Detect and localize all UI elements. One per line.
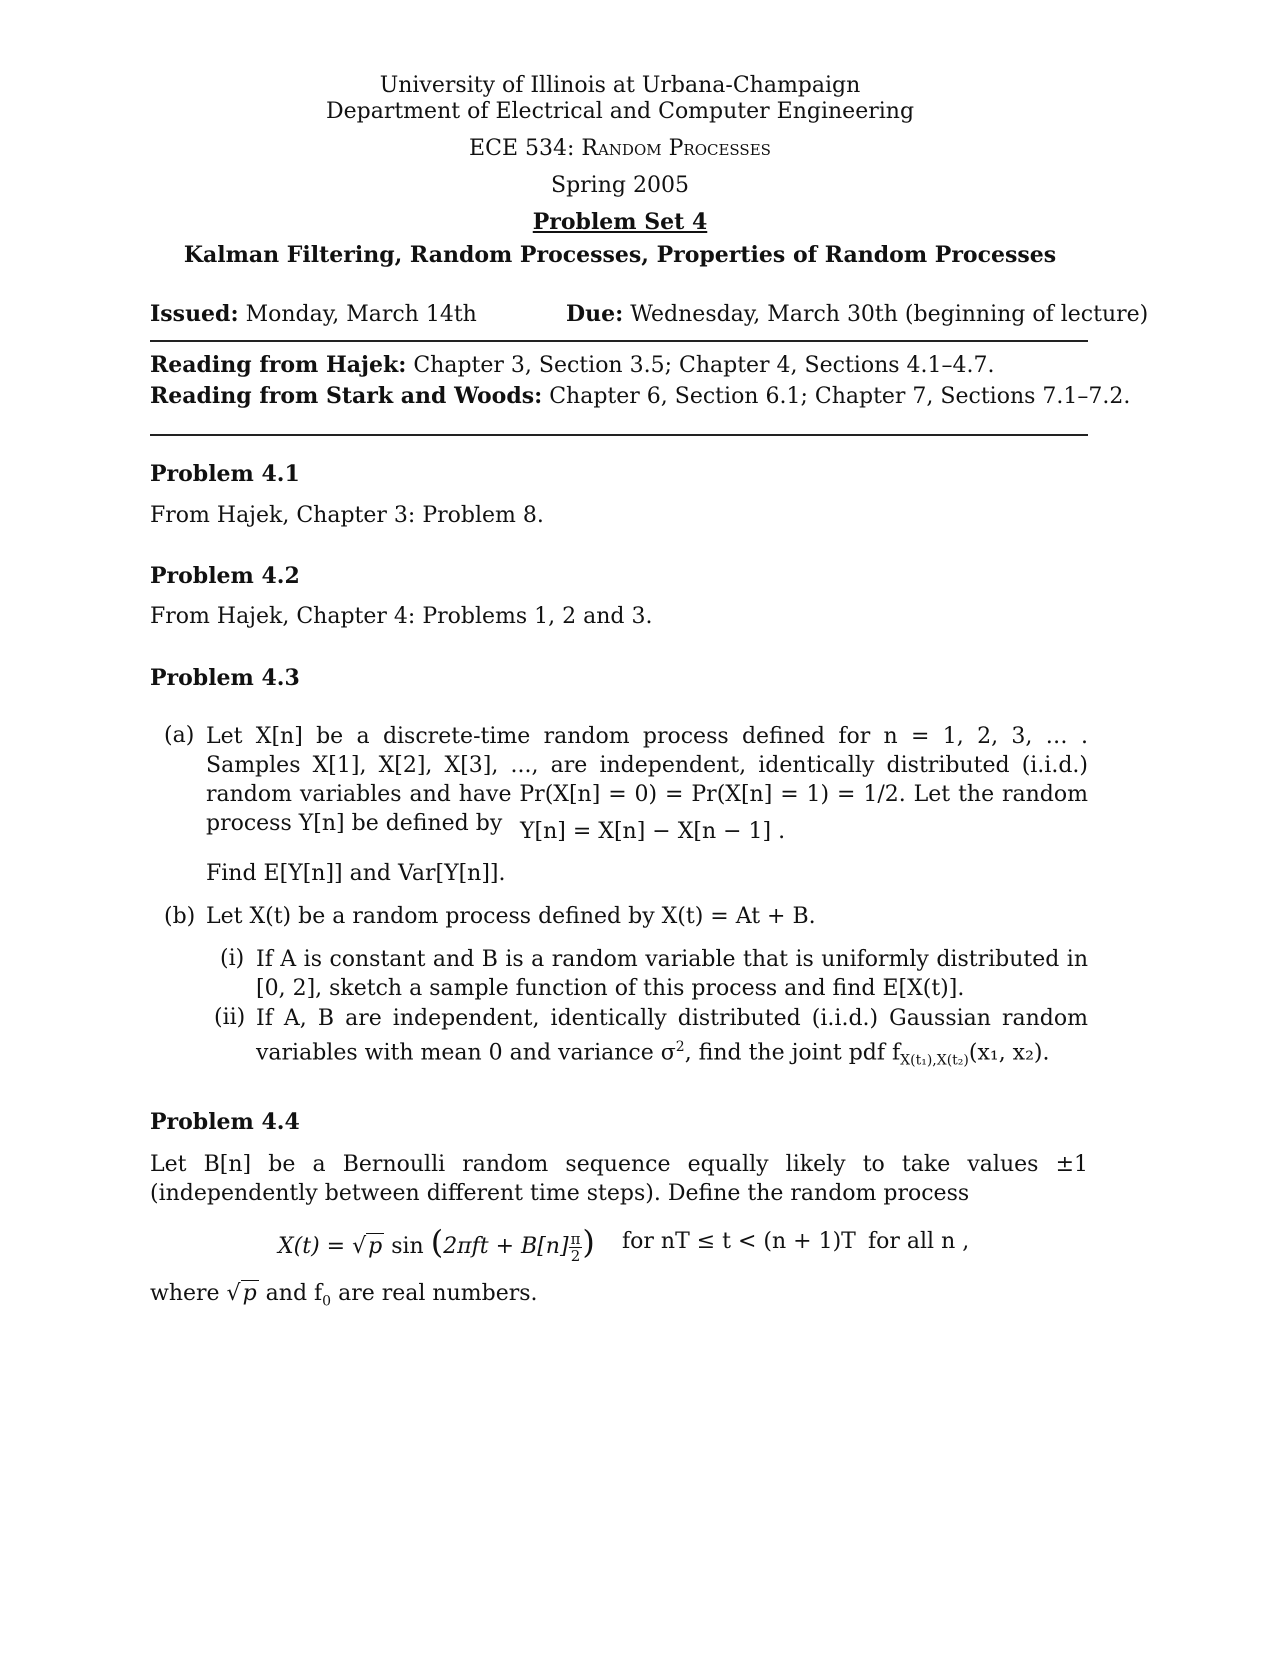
problem-4-2-text: From Hajek, Chapter 4: Problems 1, 2 and 3. bbox=[150, 604, 653, 629]
course-name: Random Processes bbox=[581, 136, 771, 161]
pi-over-2 bbox=[569, 1231, 583, 1264]
problem-4-4-where bbox=[150, 1280, 538, 1315]
frac-denominator: 2 bbox=[570, 1246, 581, 1265]
problem-4-4-text: Let B[n] be a Bernoulli random sequence equally likely to take values ±1 (independently between different time steps). Define the random process bbox=[150, 1152, 1088, 1206]
semester: Spring 2005 bbox=[551, 173, 689, 198]
part-b-ii-label: (ii) bbox=[214, 1005, 246, 1030]
issued-label: Issued: bbox=[150, 301, 239, 327]
due-value: Wednesday, March 30th (beginning of lecture) bbox=[630, 302, 1149, 327]
reading-hajek-label: Reading from Hajek: bbox=[150, 352, 407, 378]
problem-4-4-equation bbox=[278, 1222, 595, 1267]
part-a-label: (a) bbox=[164, 723, 195, 748]
right-paren: ) bbox=[582, 1223, 595, 1261]
divider-bottom bbox=[150, 434, 1088, 436]
where-p: p bbox=[242, 1281, 257, 1306]
part-b-ii-text-mid: , find the joint pdf f bbox=[684, 1040, 901, 1066]
part-b-text: Let X(t) be a random process defined by X(t) = At + B. bbox=[206, 904, 816, 929]
due-label: Due: bbox=[566, 301, 624, 327]
problem-4-1-text: From Hajek, Chapter 3: Problem 8. bbox=[150, 503, 544, 528]
course-number: ECE 534: bbox=[469, 136, 575, 161]
problem-4-3-heading: Problem 4.3 bbox=[150, 665, 300, 691]
pdf-subscript: X(t₁),X(t₂) bbox=[900, 1052, 969, 1069]
equation-condition-1: for nT ≤ t < (n + 1)T bbox=[622, 1229, 856, 1254]
where-f-subscript: 0 bbox=[322, 1293, 332, 1310]
reading-hajek-value: Chapter 3, Section 3.5; Chapter 4, Sections 4.1–4.7. bbox=[413, 353, 995, 378]
part-b-ii-text bbox=[256, 1004, 1088, 1076]
part-a-text: Let X[n] be a discrete-time random process defined for n = 1, 2, 3, … . Samples X[1], X[2], X[3], ..., are independent, identically distributed (i.i.d.) random variables and have Pr(X[n] = 0) = Pr(X[n] = 1) = 1/2. Let the random process Y[n] be defined by bbox=[206, 724, 1088, 836]
due-date bbox=[566, 300, 1148, 329]
reading-hajek bbox=[150, 351, 995, 380]
part-a-find: Find E[Y[n]] and Var[Y[n]]. bbox=[206, 861, 506, 886]
equation-sin: sin bbox=[391, 1234, 424, 1259]
where-text-b: and f bbox=[258, 1281, 323, 1306]
left-paren: ( bbox=[430, 1223, 444, 1261]
problem-4-1-heading: Problem 4.1 bbox=[150, 461, 300, 487]
reading-stark-woods bbox=[150, 382, 1130, 411]
problem-4-4-heading: Problem 4.4 bbox=[150, 1109, 300, 1135]
where-text-c: are real numbers. bbox=[331, 1281, 538, 1306]
equation-arg: 2πft + B[n] bbox=[443, 1234, 569, 1259]
issued-value: Monday, March 14th bbox=[245, 302, 477, 327]
department-name: Department of Electrical and Computer Engineering bbox=[325, 99, 915, 124]
equation-lhs: X(t) = √ bbox=[278, 1234, 367, 1259]
issued-date bbox=[150, 300, 477, 329]
equation-condition-2: for all n , bbox=[868, 1229, 970, 1254]
problem-set-subtitle: Kalman Filtering, Random Processes, Properties of Random Processes bbox=[183, 242, 1057, 268]
equation-p: p bbox=[368, 1234, 383, 1259]
variance-exponent: 2 bbox=[675, 1039, 685, 1055]
part-b-ii-text-start: If A, B are independent, identically distributed (i.i.d.) Gaussian random variables with mean 0 and variance σ bbox=[256, 1006, 1088, 1066]
part-b-ii-text-end: (x₁, x₂). bbox=[968, 1040, 1050, 1066]
part-b-i-text: If A is constant and B is a random variable that is uniformly distributed in [0, 2], sketch a sample function of this process and find E[X(t)]. bbox=[256, 947, 1088, 1001]
where-text-a: where √ bbox=[150, 1281, 241, 1306]
divider-top bbox=[150, 340, 1088, 342]
problem-4-2-heading: Problem 4.2 bbox=[150, 563, 300, 589]
course-title bbox=[0, 135, 1240, 163]
problem-set-title: Problem Set 4 bbox=[532, 209, 708, 235]
reading-sw-value: Chapter 6, Section 6.1; Chapter 7, Sections 7.1–7.2. bbox=[549, 384, 1131, 409]
part-b-label: (b) bbox=[164, 904, 196, 929]
frac-numerator: π bbox=[570, 1229, 581, 1248]
part-a-equation: Y[n] = X[n] − X[n − 1] . bbox=[520, 819, 786, 844]
part-b-i-label: (i) bbox=[220, 946, 245, 971]
reading-sw-label: Reading from Stark and Woods: bbox=[150, 383, 543, 409]
university-name: University of Illinois at Urbana-Champaign bbox=[379, 73, 861, 98]
